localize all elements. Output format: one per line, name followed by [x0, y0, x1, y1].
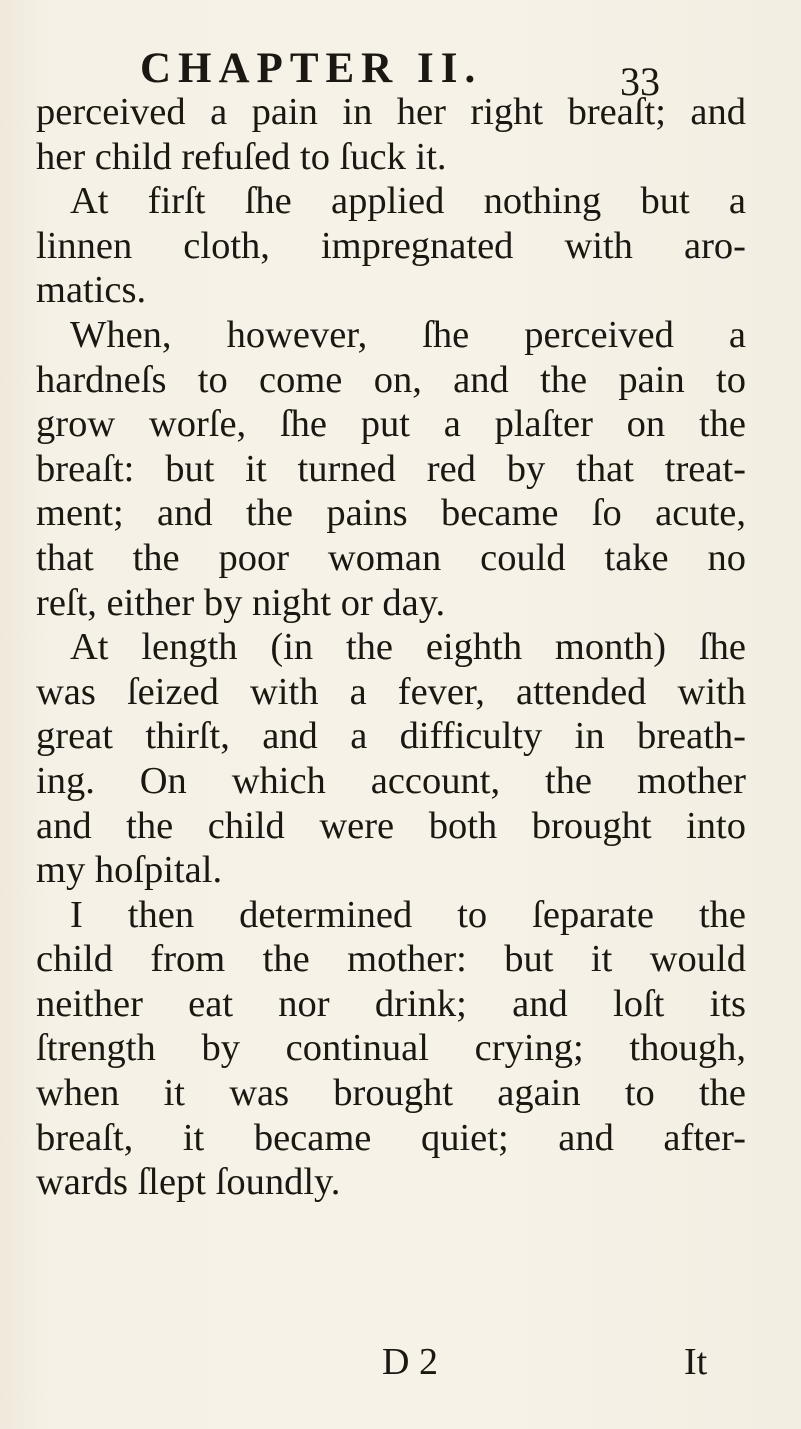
text-line: breaſt: but it turned red by that treat- — [36, 447, 746, 490]
page-footer — [0, 1340, 801, 1390]
text-line: ſtrength by continual crying; though, — [36, 1027, 746, 1070]
signature-mark: D 2 — [382, 1341, 438, 1383]
text-line: child from the mother: but it would — [36, 938, 746, 981]
text-line: matics. — [36, 269, 147, 312]
text-line: when it was brought again to the — [36, 1072, 746, 1115]
text-line: was ſeized with a fever, attended with — [36, 670, 746, 713]
text-line: When, however, ſhe perceived a — [70, 313, 746, 356]
page-number: 33 — [620, 59, 660, 104]
text-line: my hoſpital. — [36, 849, 223, 892]
running-head: CHAPTER II. — [140, 45, 483, 92]
text-line: I then determined to ſeparate the — [70, 893, 746, 936]
text-line: perceived a pain in her right breaſt; and — [36, 91, 746, 133]
text-line: ment; and the pains became ſo acute, — [36, 492, 746, 535]
text-line: great thirſt, and a difficulty in breath- — [36, 715, 746, 758]
text-line: her child refuſed to ſuck it. — [36, 135, 447, 178]
text-line: breaſt, it became quiet; and after- — [36, 1116, 746, 1159]
text-line: and the child were both brought into — [36, 804, 746, 847]
text-line: ing. On which account, the mother — [36, 759, 746, 802]
text-line: grow worſe, ſhe put a plaſter on the — [36, 403, 746, 446]
text-line: linnen cloth, impregnated with aro- — [36, 224, 746, 267]
text-line: At firſt ſhe applied nothing but a — [70, 180, 746, 223]
text-line: that the poor woman could take no — [36, 536, 746, 579]
text-line: neither eat nor drink; and loſt its — [36, 982, 746, 1025]
catchword: It — [684, 1341, 708, 1383]
text-line: hardneſs to come on, and the pain to — [36, 358, 746, 401]
body-text — [36, 90, 746, 1205]
text-line: At length (in the eighth month) ſhe — [70, 626, 746, 669]
text-line: wards ſlept ſoundly. — [36, 1161, 341, 1204]
text-line: reſt, either by night or day. — [36, 581, 446, 624]
